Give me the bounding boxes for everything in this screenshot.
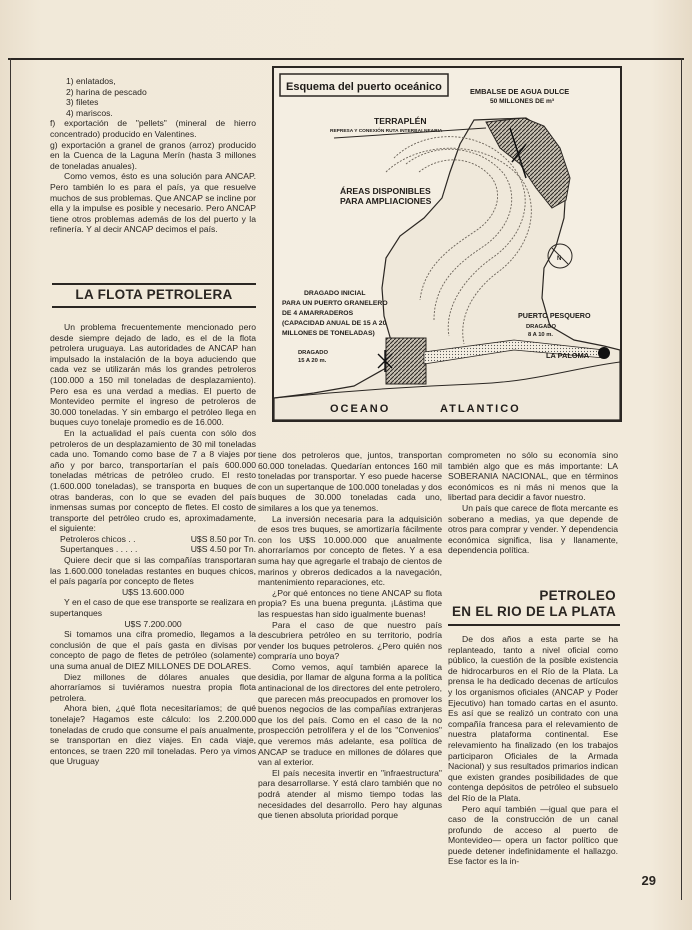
- paragraph: Y en el caso de que ese transporte se realizara en supertanques: [50, 597, 256, 619]
- label-reservoir-2: 50 MILLONES DE m³: [490, 98, 555, 105]
- paragraph: Pero aquí también —igual que para el caso de la construcción de un canal profundo de acceso al puerto de Montevideo— opera un factor político que puede detener indefinidamente el hallazgo. Ese factor es la in-: [448, 803, 618, 867]
- label-areas-1: ÁREAS DISPONIBLES: [340, 186, 431, 196]
- label-la-paloma: LA PALOMA: [546, 351, 590, 360]
- map-title: Esquema del puerto oceánico: [286, 81, 442, 93]
- paragraph: Como vemos, ésto es una solución para ANCAP. Pero también lo es para el país, ya que resuelve muchos de sus problemas. Que ANCAP se incline por ella y la impulse es posible y necesario. Pero ANCAP tiene otros problemas además de los del puerto y la refinería. Y al decir ANCAP decimos el país.: [50, 171, 256, 235]
- list-item: 4) mariscos.: [66, 107, 113, 118]
- label-fishing-port: PUERTO PESQUERO: [518, 311, 591, 320]
- column-3-body-2: [448, 634, 618, 867]
- label-dredging-2: PARA UN PUERTO GRANELERO: [282, 300, 388, 307]
- paragraph: Ahora bien, ¿qué flota necesitaríamos; de qué tonelaje? Hagamos este cálculo: los 2.200.000 toneladas de crudo que consume el país anualmente, se transportan en diez viajes. En cada viaje, entonces, se traen 220 mil toneladas. Pero ya vimos que Uruguay: [50, 703, 256, 767]
- label-atlantic: ATLANTICO: [440, 403, 521, 415]
- list-item: 1) enlatados,: [66, 76, 116, 86]
- paragraph: Como vemos, aquí también aparece la desidia, por llamar de alguna forma a la política antinacional de los directores del ente petrolero, que parecen más preocupados en promover los buenos negocios de las compañías extranjeras que los del país. Como en el caso de la no prospección petrolífera y el de los "Convenios" que veremos más adelante, esa política de ANCAP se traduce en millones de dólares que van al exterior.: [258, 661, 442, 768]
- paragraph: Si tomamos una cifra promedio, llegamos a la conclusión de que el país gasta en divisas por concepto de pago de fletes de petróleo (solamente) una suma anual de DIEZ MILLONES DE DOLARES.: [50, 629, 256, 671]
- right-rule: [681, 58, 682, 900]
- top-rule: [8, 58, 684, 60]
- paragraph: La inversión necesaria para la adquisición de esos tres buques, se amortizaría fácilmente con los U$S 10.000.000 que anualmente ahorraríamos por concepto de fletes. Y a esa suma hay que agregarle el trabajo de cientos de marinos y obreros dedicados a la navegación, mantenimiento reparaciones, etc.: [258, 513, 442, 588]
- paragraph: Quiere decir que si las compañías transportaran las 1.600.000 toneladas restantes en buques chicos, el país pagaría por concepto de fletes: [50, 555, 256, 587]
- label-dredged-a-depth: 8 A 10 m.: [528, 332, 554, 338]
- label-dredging-5: MILLONES DE TONELADAS): [282, 330, 375, 337]
- port-schematic-map: [272, 66, 622, 422]
- cost-value: U$S 4.50 por Tn.: [190, 544, 256, 555]
- paragraph: tiene dos petroleros que, juntos, transportan 60.000 toneladas. Quedarían entonces 160 mil toneladas por transportar. Y eso puede hacerse con un supertanque de 100.000 toneladas y dos buques de 30.000 toneladas cada uno, similares a los que ya tenemos.: [258, 450, 442, 513]
- label-ocean: OCEANO: [330, 403, 391, 415]
- label-dredged-b-depth: 15 A 20 m.: [298, 358, 327, 364]
- cost-label: Petroleros chicos . .: [60, 533, 136, 544]
- label-dredging-1: DRAGADO INICIAL: [304, 290, 366, 297]
- paragraph: De dos años a esta parte se ha replanteado, tanto a nivel oficial como público, la cuestión de la posible existencia de hidrocarburos en el Río de la Plata. La prensa le ha dedicado decenas de artículos y los organismos oficiales (ANCAP y Poder Ejecutivo) han tomado cartas en el asunto. Es así que se realizó un contrato con una compañía francesa para el relevamiento de nuestra plataforma continental. Ese relevamiento ha finalizado (en los trabajos participaron Oficiales de la Armada Nacional) y sus resultados primarios indican que existen grandes posibilidades de que contenga depósitos de petróleo el subsuelo del Río de la Plata.: [448, 634, 618, 803]
- map-svg: [274, 68, 620, 420]
- list-item-f: f) exportación de "pellets" (mineral de hierro concentrado) producido en Valentines.: [50, 118, 256, 139]
- paragraph: Para el caso de que nuestro país descubriera petróleo en su territorio, podría vender los buques petroleros. ¿Pero quién nos compraría uno boya?: [258, 619, 442, 662]
- label-areas-2: PARA AMPLIACIONES: [340, 196, 432, 206]
- cost-row: [50, 544, 256, 555]
- label-reservoir-1: EMBALSE DE AGUA DULCE: [470, 87, 570, 96]
- section-heading-flota: [52, 287, 256, 303]
- dredged-zone-main: [386, 338, 426, 384]
- heading-text-line2: EN EL RIO DE LA PLATA: [451, 604, 616, 619]
- label-dam-road: REPRESA Y CONEXIÓN RUTA INTERBALNEARIA: [330, 129, 443, 134]
- cost-row: [50, 534, 256, 545]
- left-rule: [10, 58, 11, 900]
- land-outline: [274, 118, 620, 420]
- paragraph: Un problema frecuentemente mencionado pero desde siempre dejado de lado, es el de la flota petrolera uruguaya. Las autoridades de ANCAP han impulsado la instalación de la boya aduciendo que cada vez se utilizarán más los grandes petroleros (100.000 a 150 mil toneladas de desplazamiento). Pero esa es una verdad a medias. El puerto de Montevideo permite el ingreso de petroleros de 30.000 toneladas. Y sin embargo el petróleo llega en buques cuyo tonelaje promedio es de 16.000.: [50, 322, 256, 428]
- label-dredging-3: DE 4 AMARRADEROS: [282, 310, 354, 317]
- paragraph: comprometen no sólo su economía sino también algo que es más importante: LA SOBERANIA NACIONAL, que en términos económicos es ni más ni menos que la libertad para decidir a favor nuestro.: [448, 450, 618, 503]
- list-item: 2) harina de pescado: [66, 86, 147, 97]
- value-line: U$S 13.600.000: [121, 586, 185, 597]
- cost-label: Supertanques . . . . .: [60, 544, 138, 555]
- heading-text: LA FLOTA PETROLERA: [75, 287, 233, 302]
- paragraph: Diez millones de dólares anuales que ahorraríamos si tuviéramos nuestra propia flota petrolera.: [50, 671, 256, 703]
- list-item: 3) filetes: [66, 97, 99, 108]
- paragraph: El país necesita invertir en "infraestructura" para desarrollarse. Y está claro también que no podrá atender al mismo tiempo todas las necesidades del desarrollo. Pero hay algunas que tienen absoluta prioridad porque: [258, 767, 442, 821]
- paragraph: Un país que carece de flota mercante es soberano a medias, ya que depende de otros para comprar y vender. Y dependencia económica significa, lisa y llanamente, dependencia política.: [448, 502, 618, 556]
- page-number: 29: [641, 873, 656, 888]
- section-heading-petroleo: [448, 588, 620, 620]
- column-1-body: [50, 322, 256, 767]
- column-2-body: [258, 450, 442, 821]
- label-dredged-b: DRAGADO: [298, 350, 328, 356]
- column-3-body: [448, 450, 618, 556]
- value-line: U$S 7.200.000: [124, 618, 182, 629]
- la-paloma-dot: [598, 347, 610, 359]
- paragraph: En la actualidad el país cuenta con sólo dos petroleros de un desplazamiento de 30 mil toneladas cada uno. Tomando como base de 7 a 8 viajes por año y por barco, transportarían el país 600.000 toneladas métricas de petróleo crudo. El resto (1.600.000 toneladas), se transporta en buques de otras banderas, con lo que se evaden del país inmensas sumas por concepto de fletes. El costo de transporte del petróleo crudo es, aproximadamente, el siguiente:: [50, 427, 256, 534]
- cost-value: U$S 8.50 por Tn.: [190, 533, 256, 544]
- label-dredging-4: (CAPACIDAD ANUAL DE 15 A 20: [282, 320, 387, 327]
- label-embankment: TERRAPLÉN: [374, 116, 427, 126]
- list-item-g: g) exportación a granel de granos (arroz) producido en la Cuenca de la Laguna Merín (hasta 3 millones de toneladas anuales).: [50, 139, 256, 171]
- column-1-top: [50, 76, 256, 235]
- heading-text-line1: PETROLEO: [539, 588, 616, 603]
- label-north: N: [557, 256, 562, 262]
- paragraph: ¿Por qué entonces no tiene ANCAP su flota propia? Es una buena pregunta. ¡Lástima que las respuestas han sido igualmente buenas!: [258, 587, 442, 619]
- label-dredged-a: DRAGADO: [526, 324, 556, 330]
